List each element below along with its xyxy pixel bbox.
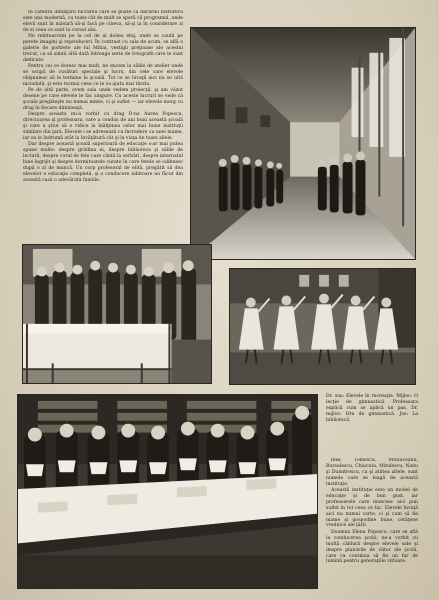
library-photo <box>17 394 318 589</box>
article-paragraph: In catedra înfiinţării lucrarea care se poate că librăriei lustrativă este una modernă, cu toate cât de mult se speră că programul, unde elevii sunt în măsură să-şi facă pe cineva, să-şi ia în considerare zi de zi ceea ce sunt la cursul său. <box>23 10 183 33</box>
article-paragraph: Doamna Elena Popescu, care se află la conducerea şcolii, ne-a vorbit cu multă căldură despre elevele sale şi despre planurile de viitor ale şcolii, care va continua să fie un far de lumină pentru generaţiile viitoare. <box>326 529 418 565</box>
corridor-photo <box>190 27 416 260</box>
article-paragraph: Dar despre această şcoală superioară de educaţie s-ar mai putea spune multe: despre grădina ei, despre biblioteca şi sălile de lectură, despre corul de fete care cântă la serbări, despre internatul bine îngrijit şi despre dormitoarele curate în care fetele se odihnesc după o zi de muncă. Un corp profesoral de elită, pregătit să dea elevelor o educaţie completă, şi o conducere iubitoare au făcut din această casă o adevărată familie. <box>23 142 183 183</box>
dormitory-photo <box>22 244 212 384</box>
article-paragraph: Pe de altă parte, avem sala unde vedem proiecţii, şi am văzut desene pe care elevele le fac singure. Cu aceste lucruri se vede că şcoala pregăteşte nu numai minte, ci şi suflet — iar elevele merg cu drag în fiecare dimineaţă. <box>23 88 183 111</box>
article-column-top <box>23 10 183 242</box>
article-paragraph: Despre aceasta mi-a vorbit cu drag D-na Aurea Popescu, directoarea şi profesoara, care a condus de ani buni această şcoală şi care a ştiut să o ridice la înălţimea celor mai bune instituţii similare din ţară. Elevele i se adresează cu încredere ca unei mame, iar ea le îndrumă atât la învăţătură cât şi la viaţa de toate zilele. <box>23 112 183 142</box>
article-column-bottom <box>326 458 418 590</box>
article-paragraph: lexe, Tomescu, Mirăuceanu, Bursulescu, Chiucuiu, Mitulescu, Nanu şi Dumitrescu, ca şi atâtea altele, sunt numele care se leagă de această instituţie. <box>326 458 418 487</box>
article-paragraph: Această instituţie este un model de educaţie şi de bun gust, iar profesoarele care muncesc aici pun suflet în tot ceea ce fac. Elevele învaţă aici nu numai carte, ci şi cum să fie mame şi gospodine bune, cetăţene vrednice ale ţării. <box>326 488 418 529</box>
photo-caption: Dr. sus: Elevele în recreaţie. Mijloc: O lecţie de gimnastică. Profesoara explică cum se aplică un pas. Dr. mijloc: Ora de gimnastică. Jos: La bibliotecă. <box>326 394 418 423</box>
article-paragraph: Pentru cei ce doresc mai mult, ne ducem la sălile de atelier unde se ocupă de cusături speciale şi lucru, din cele care elevele obişnuiesc să le termine la şcoală. Tot ce se învaţă aici nu se uită niciodată, şi este tocmai ceea ce le va ajuta mai târziu. <box>23 64 183 87</box>
article-paragraph: Ne reîntoarcem pe la cel de al doilea etaj, unde se caută pe perete imagini şi reproduceri. În contrast cu sala de acum, se află o galerie de portrete ale lui Mihai, vestigii preţioase ale acestui trecut, ca să simtă altă dată întreaga serie de fotografii care le sunt dedicate. <box>23 34 183 63</box>
dance-photo <box>229 268 416 385</box>
